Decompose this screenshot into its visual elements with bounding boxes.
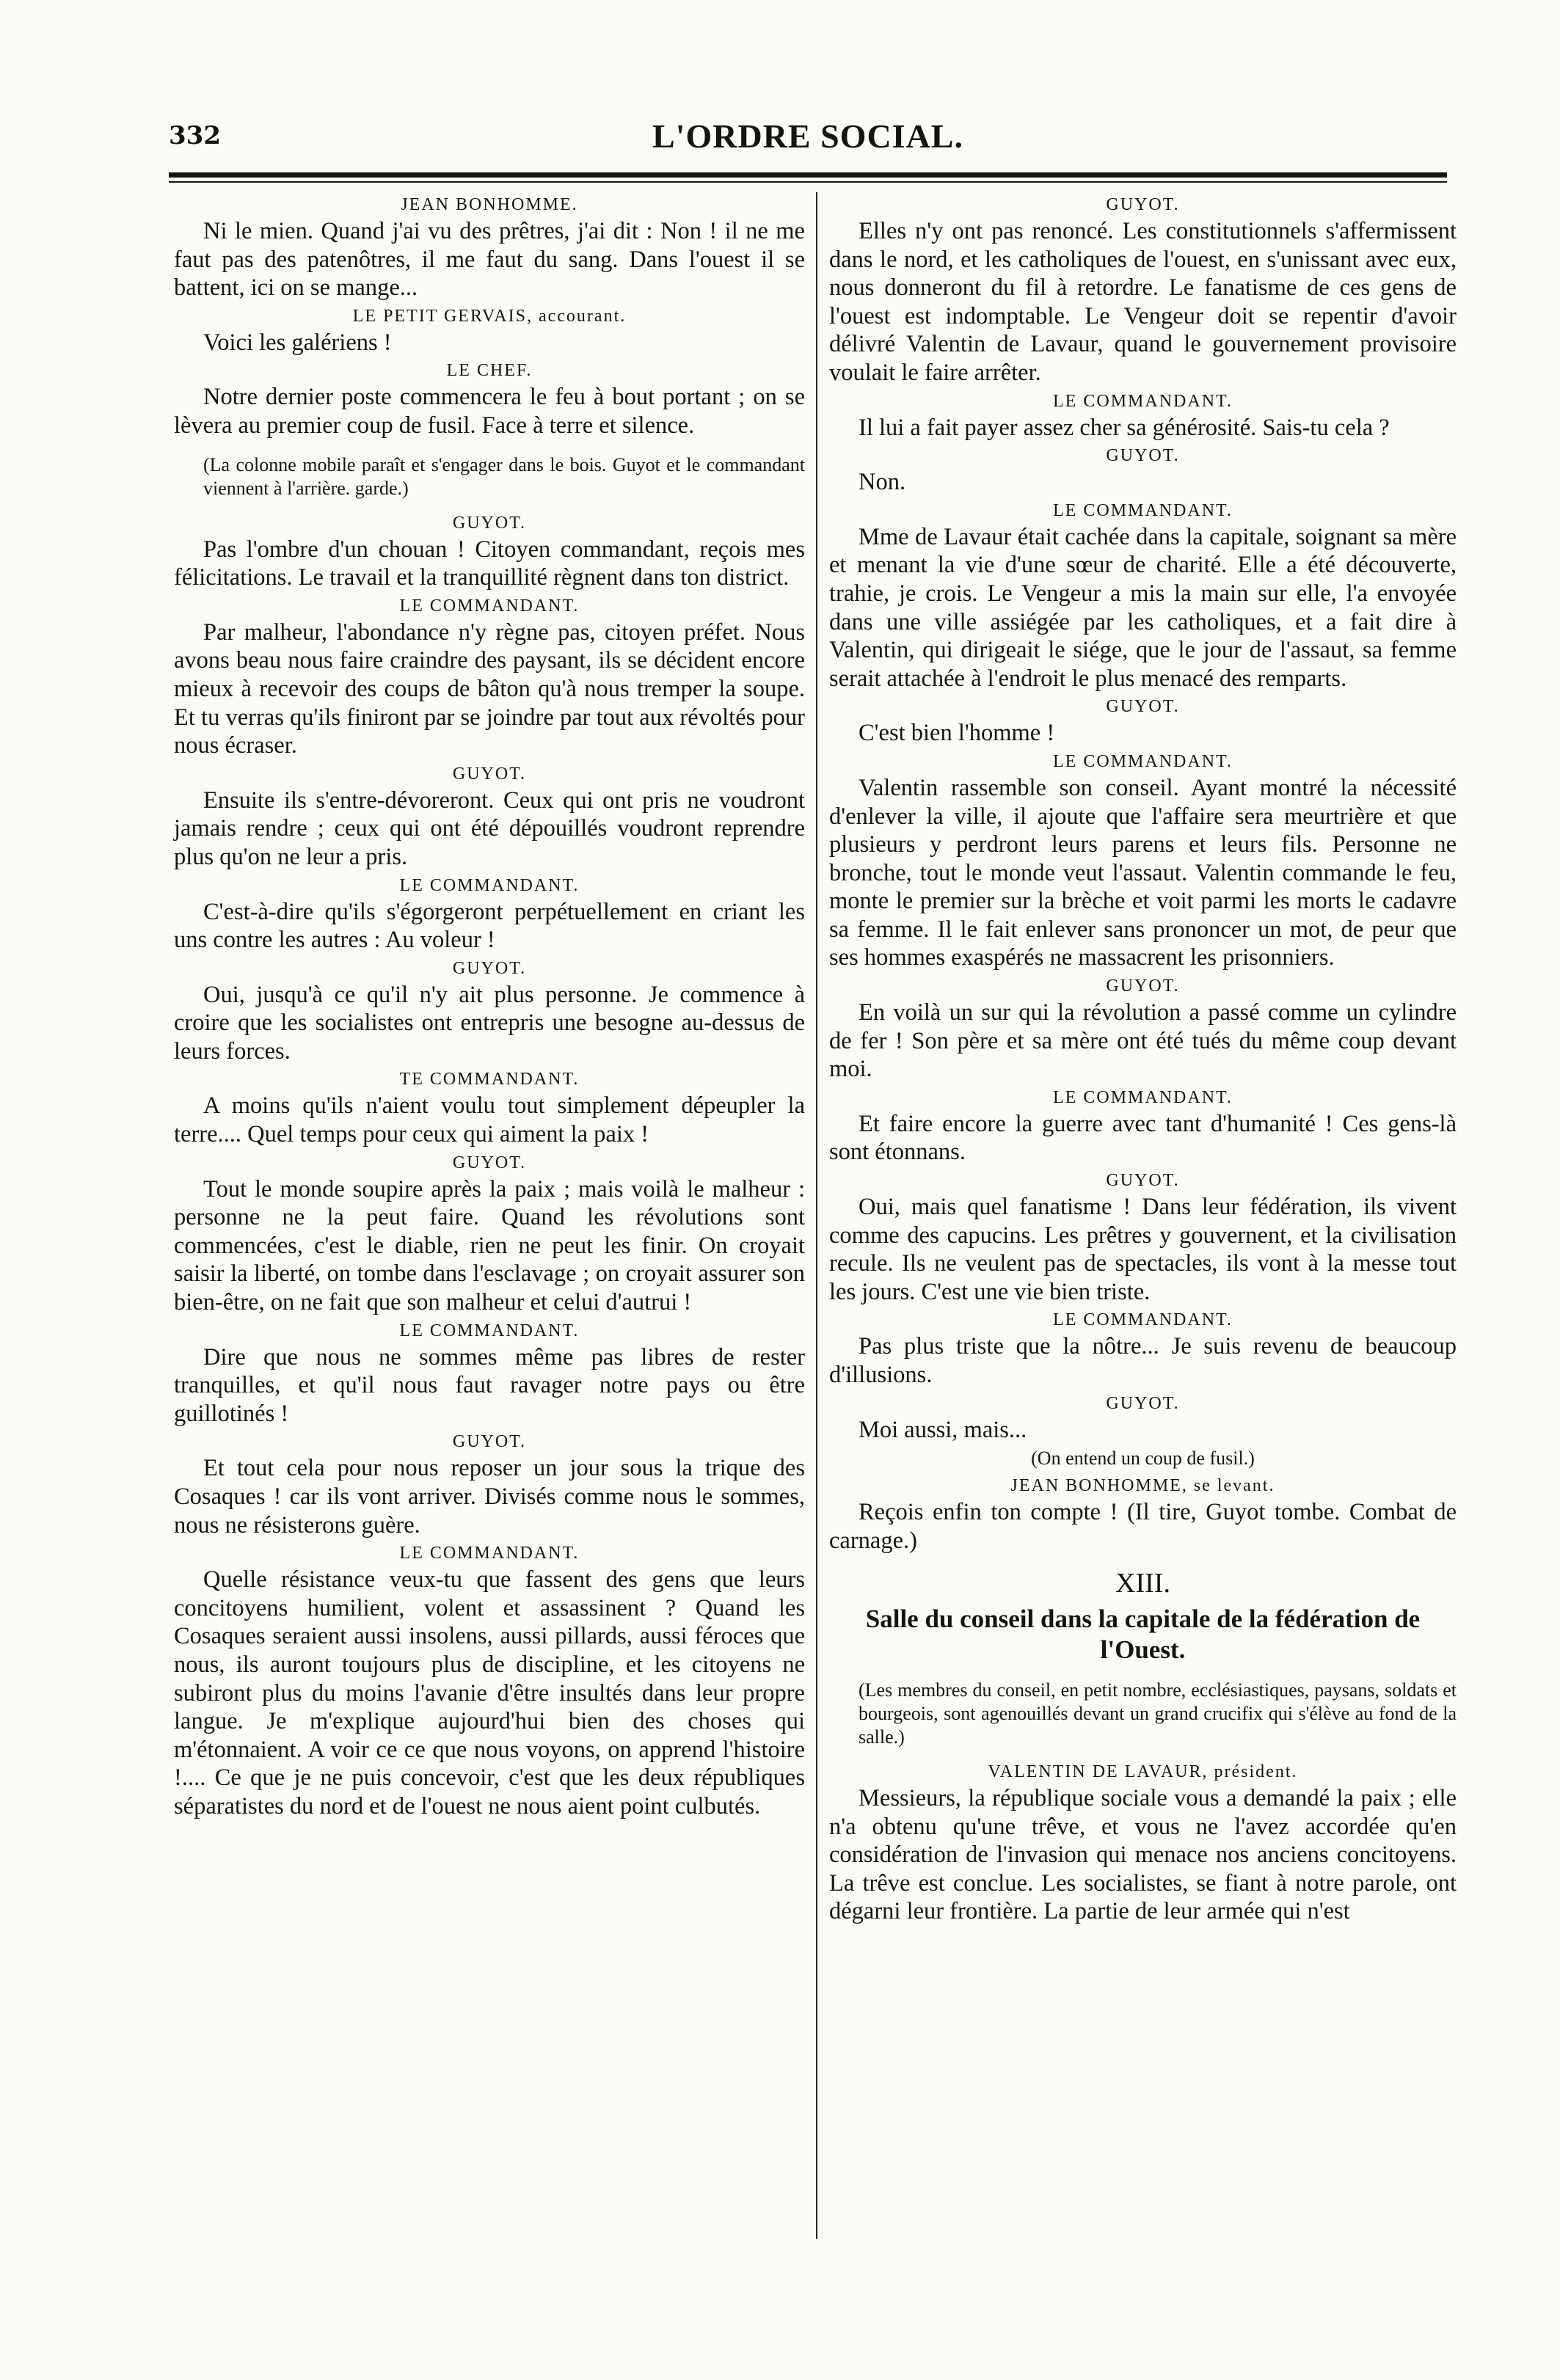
speaker-name: LE COMMANDANT.: [1053, 1087, 1233, 1107]
page-header: [169, 117, 1447, 172]
dialogue-paragraph: Ni le mien. Quand j'ai vu des prêtres, j'ai dit : Non ! il ne me faut pas des patenôtres, il me faut du sang. Dans l'ouest il se battent, ici on se mange...: [174, 218, 805, 302]
speaker-name: LE PETIT GERVAIS, accourant.: [352, 306, 627, 326]
speaker-name: JEAN BONHOMME.: [401, 195, 578, 214]
dialogue-paragraph: Et faire encore la guerre avec tant d'humanité ! Ces gens-là sont étonnans.: [829, 1110, 1457, 1166]
speaker-name: LE COMMANDANT.: [399, 1321, 580, 1340]
dialogue-paragraph: Pas l'ombre d'un chouan ! Citoyen commandant, reçois mes félicitations. Le travail et la tranquillité règnent dans ton district.: [174, 536, 805, 591]
speaker-name: LE COMMANDANT.: [399, 875, 580, 895]
dialogue-paragraph: Elles n'y ont pas renoncé. Les constitutionnels s'affermissent dans le nord, et les catholiques de l'ouest, en s'unissant avec eux, nous donneront du fil à retordre. Le fanatisme de ces gens de l'ouest est indomptable. Le Vengeur doit se repentir d'avoir délivré Valentin de Lavaur, quand le gouvernement provisoire voulait le faire arrêter.: [829, 218, 1457, 386]
header-rule-thick: [169, 172, 1447, 178]
speaker-name: GUYOT.: [1106, 1171, 1180, 1191]
speaker-name: GUYOT.: [1106, 697, 1180, 717]
dialogue-paragraph: Voici les galériens !: [203, 329, 392, 356]
speaker-name: LE COMMANDANT.: [1053, 500, 1233, 520]
dialogue-paragraph: Par malheur, l'abondance n'y règne pas, citoyen préfet. Nous avons beau nous faire craindre des paysant, ils se décident encore mieux à recevoir des coups de bâton qu'à nous tremper la soupe. Et tu verras qu'ils finiront par se joindre par tout aux révoltés pour nous écraser.: [174, 618, 805, 759]
dialogue-paragraph: Dire que nous ne sommes même pas libres de rester tranquilles, et qu'il nous faut ravager notre pays ou être guillotinés !: [174, 1343, 805, 1427]
speaker-name: LE COMMANDANT.: [1053, 1310, 1233, 1330]
header-rule-thin: [169, 181, 1447, 183]
scene-number: XIII.: [1115, 1568, 1170, 1599]
dialogue-paragraph: Reçois enfin ton compte ! (Il tire, Guyot tombe. Combat de carnage.): [829, 1499, 1457, 1554]
left-column: [174, 191, 805, 1821]
speaker-name: LE COMMANDANT.: [1053, 391, 1233, 411]
dialogue-paragraph: Non.: [859, 469, 906, 496]
dialogue-paragraph: Quelle résistance veux-tu que fassent des gens que leurs concitoyens humilient, volent et assassinent ? Quand les Cosaques seraient aussi insolens, aussi pillards, aussi féroces que nous, ils auront toujours plus de discipline, et les citoyens ne subiront plus du moins l'avanie d'être insultés dans leur propre langue. Je m'explique aujourd'hui bien des choses qui m'étonnaient. A voir ce ce que nous voyons, on apprend l'histoire !.... Ce que je ne puis concevoir, c'est que les deux républiques séparatistes du nord et de l'ouest ne nous aient point culbutés.: [174, 1566, 805, 1819]
speaker-name: GUYOT.: [452, 1153, 527, 1172]
speaker-name: JEAN BONHOMME, se levant.: [1010, 1476, 1275, 1496]
dialogue-paragraph: En voilà un sur qui la révolution a passé comme un cylindre de fer ! Son père et sa mère ont été tués du même coup devant moi.: [829, 999, 1457, 1083]
stage-direction: (La colonne mobile paraît et s'engager dans le bois. Guyot et le commandant viennent à l'arrière. garde.): [203, 453, 805, 499]
speaker-name: LE CHEF.: [446, 361, 533, 381]
page-number: 332: [169, 121, 221, 150]
dialogue-paragraph: Mme de Lavaur était cachée dans la capitale, soignant sa mère et menant la vie d'une sœur de charité. Elle a été découverte, trahie, je crois. Le Vengeur a mis la main sur elle, l'a envoyée dans une ville assiégée par les catholiques, et a fait dire à Valentin, qui dirigeait le siége, que le jour de l'assaut, sa femme serait attachée à l'endroit le plus menacé des remparts.: [829, 523, 1457, 692]
speaker-name: GUYOT.: [1106, 195, 1180, 214]
running-title: L'ORDRE SOCIAL.: [652, 117, 963, 155]
scene-title: Salle du conseil dans la capitale de la fédération de l'Ouest.: [865, 1604, 1421, 1664]
speaker-name: VALENTIN DE LAVAUR, président.: [988, 1762, 1298, 1781]
dialogue-paragraph: Oui, jusqu'à ce qu'il n'y ait plus personne. Je commence à croire que les socialistes ont entrepris une besogne au-dessus de leurs forces.: [174, 981, 805, 1065]
speaker-name: LE COMMANDANT.: [1053, 751, 1233, 771]
stage-direction: (Les membres du conseil, en petit nombre, ecclésiastiques, paysans, soldats et bourgeois, sont agenouillés devant un grand crucifix qui s'élève au fond de la salle.): [859, 1679, 1457, 1748]
dialogue-paragraph: Pas plus triste que la nôtre... Je suis revenu de beaucoup d'illusions.: [829, 1333, 1457, 1388]
column-divider: [816, 192, 817, 2239]
dialogue-paragraph: Ensuite ils s'entre-dévoreront. Ceux qui ont pris ne voudront jamais rendre ; ceux qui ont été dépouillés voudront reprendre plus qu'on ne leur a pris.: [174, 786, 805, 870]
dialogue-paragraph: Tout le monde soupire après la paix ; mais voilà le malheur : personne ne la peut faire. Quand les révolutions sont commencées, c'est le diable, rien ne peut les finir. On croyait saisir la liberté, on tombe dans l'esclavage ; on croyait assurer son bien-être, on ne fait que son malheur et celui d'autrui !: [174, 1175, 805, 1316]
speaker-name: LE COMMANDANT.: [399, 596, 580, 616]
speaker-name: GUYOT.: [1106, 977, 1180, 996]
dialogue-paragraph: Notre dernier poste commencera le feu à bout portant ; on se lèvera au premier coup de fusil. Face à terre et silence.: [174, 384, 805, 439]
speaker-name: LE COMMANDANT.: [399, 1544, 580, 1563]
dialogue-paragraph: Moi aussi, mais...: [859, 1416, 1027, 1443]
right-column: [829, 191, 1457, 1926]
speaker-name: GUYOT.: [452, 1432, 527, 1452]
speaker-name: GUYOT.: [1106, 1393, 1180, 1413]
dialogue-paragraph: Et tout cela pour nous reposer un jour sous la trique des Cosaques ! car ils vont arriver. Divisés comme nous le sommes, nous ne résisterons guère.: [174, 1455, 805, 1538]
dialogue-paragraph: C'est bien l'homme !: [859, 720, 1055, 747]
speaker-name: TE COMMANDANT.: [399, 1070, 580, 1089]
dialogue-paragraph: Valentin rassemble son conseil. Ayant montré la nécessité d'enlever la ville, il ajoute que l'affaire sera meurtrière et que plusieurs y perdront leurs parens et leurs fils. Personne ne bronche, tout le monde veut l'assaut. Valentin commande le feu, monte le premier sur la brèche et voit parmi les morts le cadavre sa femme. Il le fait enlever sans prononcer un mot, de peur que ses hommes exaspérés ne massacrent les prisonniers.: [829, 774, 1457, 971]
dialogue-paragraph: A moins qu'ils n'aient voulu tout simplement dépeupler la terre.... Quel temps pour ceux qui aiment la paix !: [174, 1092, 805, 1148]
dialogue-paragraph: Il lui a fait payer assez cher sa générosité. Sais-tu cela ?: [859, 414, 1390, 441]
dialogue-paragraph: C'est-à-dire qu'ils s'égorgeront perpétuellement en criant les uns contre les autres : Au voleur !: [174, 898, 805, 954]
speaker-name: GUYOT.: [1106, 446, 1180, 466]
speaker-name: GUYOT.: [452, 958, 527, 978]
speaker-name: GUYOT.: [452, 764, 527, 784]
dialogue-paragraph: Oui, mais quel fanatisme ! Dans leur fédération, ils vivent comme des capucins. Les prêtres y gouvernent, et la civilisation recule. Ils ne veulent pas de spectacles, ils vont à la messe tout les jours. C'est une vie bien triste.: [829, 1194, 1457, 1305]
stage-direction: (On entend un coup de fusil.): [1031, 1448, 1255, 1470]
speaker-name: GUYOT.: [452, 513, 527, 533]
dialogue-paragraph: Messieurs, la république sociale vous a demandé la paix ; elle n'a obtenu qu'une trêve, et vous ne l'avez accordée qu'en considération de l'invasion qui menace nos anciens concitoyens. La trêve est conclue. Les socialistes, se fiant à notre parole, ont dégarni leur frontière. La partie de leur armée qui n'est: [829, 1784, 1457, 1925]
